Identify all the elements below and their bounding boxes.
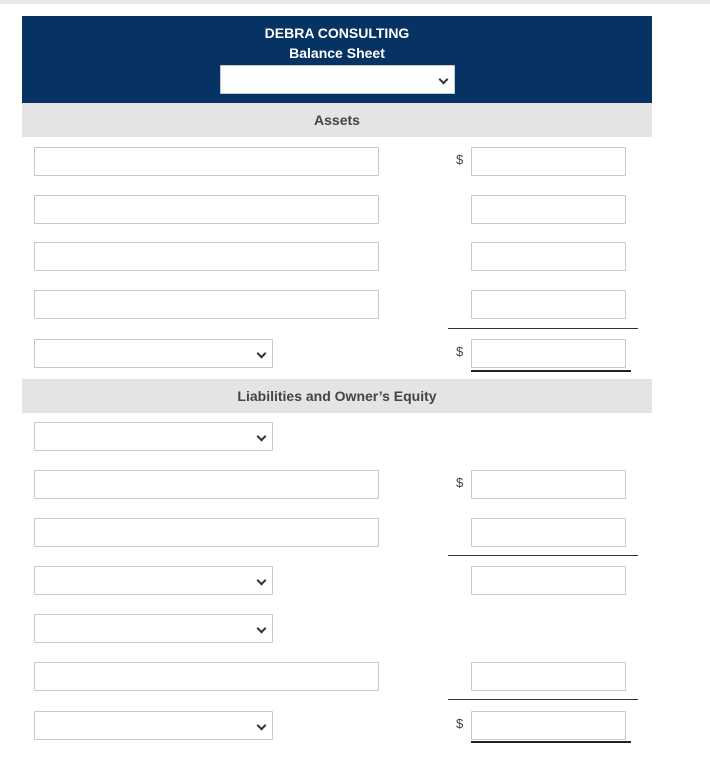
asset-account-input-2[interactable] — [34, 195, 379, 224]
total-assets-amount-input[interactable] — [471, 339, 626, 368]
company-name: DEBRA CONSULTING — [264, 25, 410, 41]
assets-title: Assets — [314, 112, 360, 128]
asset-amount-input-4[interactable] — [471, 290, 626, 319]
liabilities-heading-select[interactable] — [34, 422, 273, 451]
chevron-down-icon — [257, 721, 267, 731]
dollar-sign: $ — [456, 344, 464, 359]
total-assets-select[interactable] — [34, 339, 273, 368]
subtotal-rule — [448, 555, 638, 556]
asset-amount-input-3[interactable] — [471, 242, 626, 271]
double-underline — [471, 741, 631, 743]
asset-account-input-1[interactable] — [34, 147, 379, 176]
date-select[interactable] — [220, 65, 455, 94]
asset-amount-input-2[interactable] — [471, 195, 626, 224]
chevron-down-icon — [439, 75, 449, 85]
liability-amount-input-1[interactable] — [471, 470, 626, 499]
dollar-sign: $ — [456, 475, 464, 490]
assets-section-header — [22, 103, 652, 137]
liability-account-input-1[interactable] — [34, 470, 379, 499]
liabilities-section-header — [22, 379, 652, 413]
asset-account-input-3[interactable] — [34, 242, 379, 271]
chevron-down-icon — [257, 349, 267, 359]
chevron-down-icon — [257, 576, 267, 586]
liabilities-title: Liabilities and Owner’s Equity — [237, 388, 437, 404]
total-liabilities-amount-input[interactable] — [471, 566, 626, 595]
subtotal-rule — [448, 328, 638, 329]
total-liabilities-select[interactable] — [34, 566, 273, 595]
top-border — [0, 0, 710, 4]
statement-title: Balance Sheet — [289, 45, 385, 61]
equity-account-input-1[interactable] — [34, 662, 379, 691]
owners-equity-heading-select[interactable] — [34, 614, 273, 643]
equity-amount-input-1[interactable] — [471, 662, 626, 691]
dollar-sign: $ — [456, 716, 464, 731]
total-liabilities-equity-select[interactable] — [34, 711, 273, 740]
asset-amount-input-1[interactable] — [471, 147, 626, 176]
liability-account-input-2[interactable] — [34, 518, 379, 547]
total-liabilities-equity-amount-input[interactable] — [471, 711, 626, 740]
chevron-down-icon — [257, 624, 267, 634]
dollar-sign: $ — [456, 152, 464, 167]
chevron-down-icon — [257, 432, 267, 442]
double-underline — [471, 370, 631, 372]
asset-account-input-4[interactable] — [34, 290, 379, 319]
liability-amount-input-2[interactable] — [471, 518, 626, 547]
subtotal-rule — [448, 699, 638, 700]
